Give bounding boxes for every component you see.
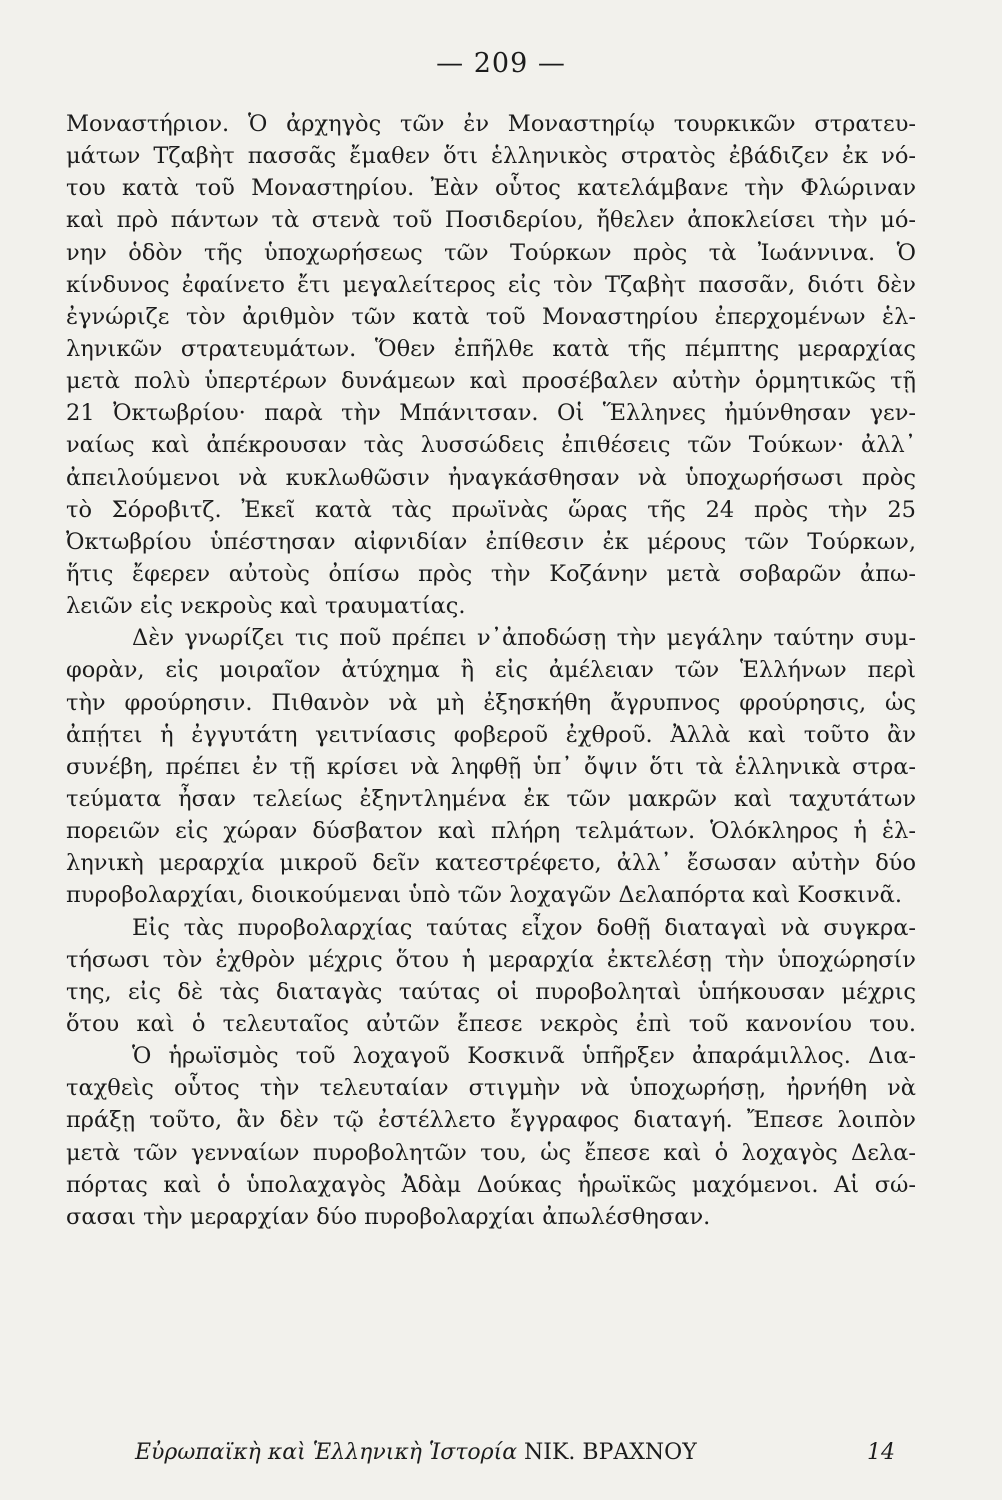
page-footer (135, 1434, 895, 1470)
text-line: ἥτις ἔφερεν αὐτοὺς ὀπίσω πρὸς τὴν Κοζάνην μετὰ σοβαρῶν ἀπω- (66, 560, 916, 587)
text-line: κίνδυνος ἐφαίνετο ἔτι μεγαλείτερος εἰς τὸν Τζαβὴτ πασσᾶν, διότι δὲν (66, 271, 916, 298)
text-line: πυροβολαρχίαι, διοικούμεναι ὑπὸ τῶν λοχαγῶν Δελαπόρτα καὶ Κοσκινᾶ. (66, 882, 903, 909)
text-lines (66, 108, 916, 1233)
text-line: ληνικὴ μεραρχία μικροῦ δεῖν κατεστρέφετο, ἀλλ᾿ ἔσωσαν αὐτὴν δύο (66, 850, 916, 877)
text-line: τήσωσι τὸν ἐχθρὸν μέχρις ὅτου ἡ μεραρχία ἐκτελέσῃ τὴν ὑποχώρησίν (66, 946, 916, 973)
footer-book-title (135, 1440, 697, 1465)
text-line: συνέβη, πρέπει ἐν τῇ κρίσει νὰ ληφθῇ ὑπ᾿ ὄψιν ὅτι τὰ ἑλληνικὰ στρα- (66, 753, 916, 780)
text-line: ταχθεὶς οὗτος τὴν τελευταίαν στιγμὴν νὰ ὑποχωρήσῃ, ἠρνήθη νὰ (66, 1075, 916, 1102)
page-number: — 209 — (436, 48, 566, 79)
text-line: ληνικῶν στρατευμάτων. Ὅθεν ἐπῆλθε κατὰ τῆς πέμπτης μεραρχίας (66, 335, 916, 362)
text-line: του κατὰ τοῦ Μοναστηρίου. Ἐὰν οὗτος κατελάμβανε τὴν Φλώριναν (66, 175, 916, 202)
text-line: ἀπειλούμενοι νὰ κυκλωθῶσιν ἠναγκάσθησαν νὰ ὑποχωρήσωσι πρὸς (66, 464, 916, 491)
text-line: της, εἰς δὲ τὰς διαταγὰς ταύτας οἱ πυροβοληταὶ ὑπήκουσαν μέχρις (66, 978, 916, 1005)
text-line: τεύματα ἦσαν τελείως ἐξηντλημένα ἐκ τῶν μακρῶν καὶ ταχυτάτων (66, 785, 916, 812)
footer-author: ΝΙΚ. ΒΡΑΧΝΟΥ (524, 1439, 697, 1465)
text-line: Ὁ ἡρωϊσμὸς τοῦ λοχαγοῦ Κοσκινᾶ ὑπῆρξεν ἀπαράμιλλος. Δια- (132, 1043, 916, 1070)
text-line: λειῶν εἰς νεκροὺς καὶ τραυματίας. (66, 593, 466, 620)
text-line: τὴν φρούρησιν. Πιθανὸν νὰ μὴ ἐξησκήθη ἄγρυπνος φρούρησις, ὡς (66, 689, 916, 716)
text-line: ἀπῄτει ἡ ἐγγυτάτη γειτνίασις φοβεροῦ ἐχθροῦ. Ἀλλὰ καὶ τοῦτο ἂν (66, 721, 916, 748)
text-line: 21 Ὀκτωβρίου· παρὰ τὴν Μπάνιτσαν. Οἱ Ἕλληνες ἠμύνθησαν γεν- (66, 400, 916, 427)
text-line: Ὀκτωβρίου ὑπέστησαν αἰφνιδίαν ἐπίθεσιν ἐκ μέρους τῶν Τούρκων, (66, 528, 916, 555)
text-line: πόρτας καὶ ὁ ὑπολαχαγὸς Ἀδὰμ Δούκας ἡρωϊκῶς μαχόμενοι. Αἱ σώ- (66, 1171, 916, 1198)
text-line: πράξῃ τοῦτο, ἂν δὲν τῷ ἐστέλλετο ἔγγραφος διαταγή. Ἔπεσε λοιπὸν (66, 1107, 916, 1134)
text-line: νην ὁδὸν τῆς ὑποχωρήσεως τῶν Τούρκων πρὸς τὰ Ἰωάννινα. Ὁ (66, 239, 916, 266)
text-line: πορειῶν εἰς χώραν δύσβατον καὶ πλήρη τελμάτων. Ὁλόκληρος ἡ ἑλ- (66, 818, 916, 845)
text-line: τὸ Σόροβιτζ. Ἐκεῖ κατὰ τὰς πρωϊνὰς ὥρας τῆς 24 πρὸς τὴν 25 (66, 496, 916, 523)
signature-mark: 14 (867, 1439, 895, 1465)
text-line: Μοναστήριον. Ὁ ἀρχηγὸς τῶν ἐν Μοναστηρίῳ τουρκικῶν στρατευ- (66, 111, 916, 137)
footer-title: Εὐρωπαϊκὴ καὶ Ἑλληνικὴ Ἱστορία (135, 1439, 518, 1465)
text-line: μετὰ πολὺ ὑπερτέρων δυνάμεων καὶ προσέβαλεν αὐτὴν ὁρμητικῶς τῇ (66, 368, 916, 395)
text-line: ἐγνώριζε τὸν ἀριθμὸν τῶν κατὰ τοῦ Μοναστηρίου ἐπερχομένων ἑλ- (66, 303, 916, 330)
body-text (66, 108, 916, 1233)
text-line: σασαι τὴν μεραρχίαν δύο πυροβολαρχίαι ἀπωλέσθησαν. (66, 1203, 711, 1230)
text-line: μετὰ τῶν γενναίων πυροβολητῶν του, ὡς ἔπεσε καὶ ὁ λοχαγὸς Δελα- (66, 1139, 916, 1166)
text-line: μάτων Τζαβὴτ πασσᾶς ἔμαθεν ὅτι ἑλληνικὸς στρατὸς ἐβάδιζεν ἐκ νό- (66, 143, 916, 170)
text-line: ναίως καὶ ἀπέκρουσαν τὰς λυσσώδεις ἐπιθέσεις τῶν Τούκων· ἀλλ᾿ (66, 432, 916, 459)
text-line: Δὲν γνωρίζει τις ποῦ πρέπει ν᾿ἀποδώσῃ τὴν μεγάλην ταύτην συμ- (132, 625, 916, 652)
text-line: καὶ πρὸ πάντων τὰ στενὰ τοῦ Ποσιδερίου, ἤθελεν ἀποκλείσει τὴν μό- (66, 207, 916, 234)
text-line: ὅτου καὶ ὁ τελευταῖος αὐτῶν ἔπεσε νεκρὸς ἐπὶ τοῦ κανονίου του. (66, 1010, 916, 1037)
text-line: φορὰν, εἰς μοιραῖον ἀτύχημα ἢ εἰς ἀμέλειαν τῶν Ἑλλήνων περὶ (66, 657, 916, 684)
text-line: Εἰς τὰς πυροβολαρχίας ταύτας εἶχον δοθῇ διαταγαὶ νὰ συγκρα- (132, 914, 916, 941)
